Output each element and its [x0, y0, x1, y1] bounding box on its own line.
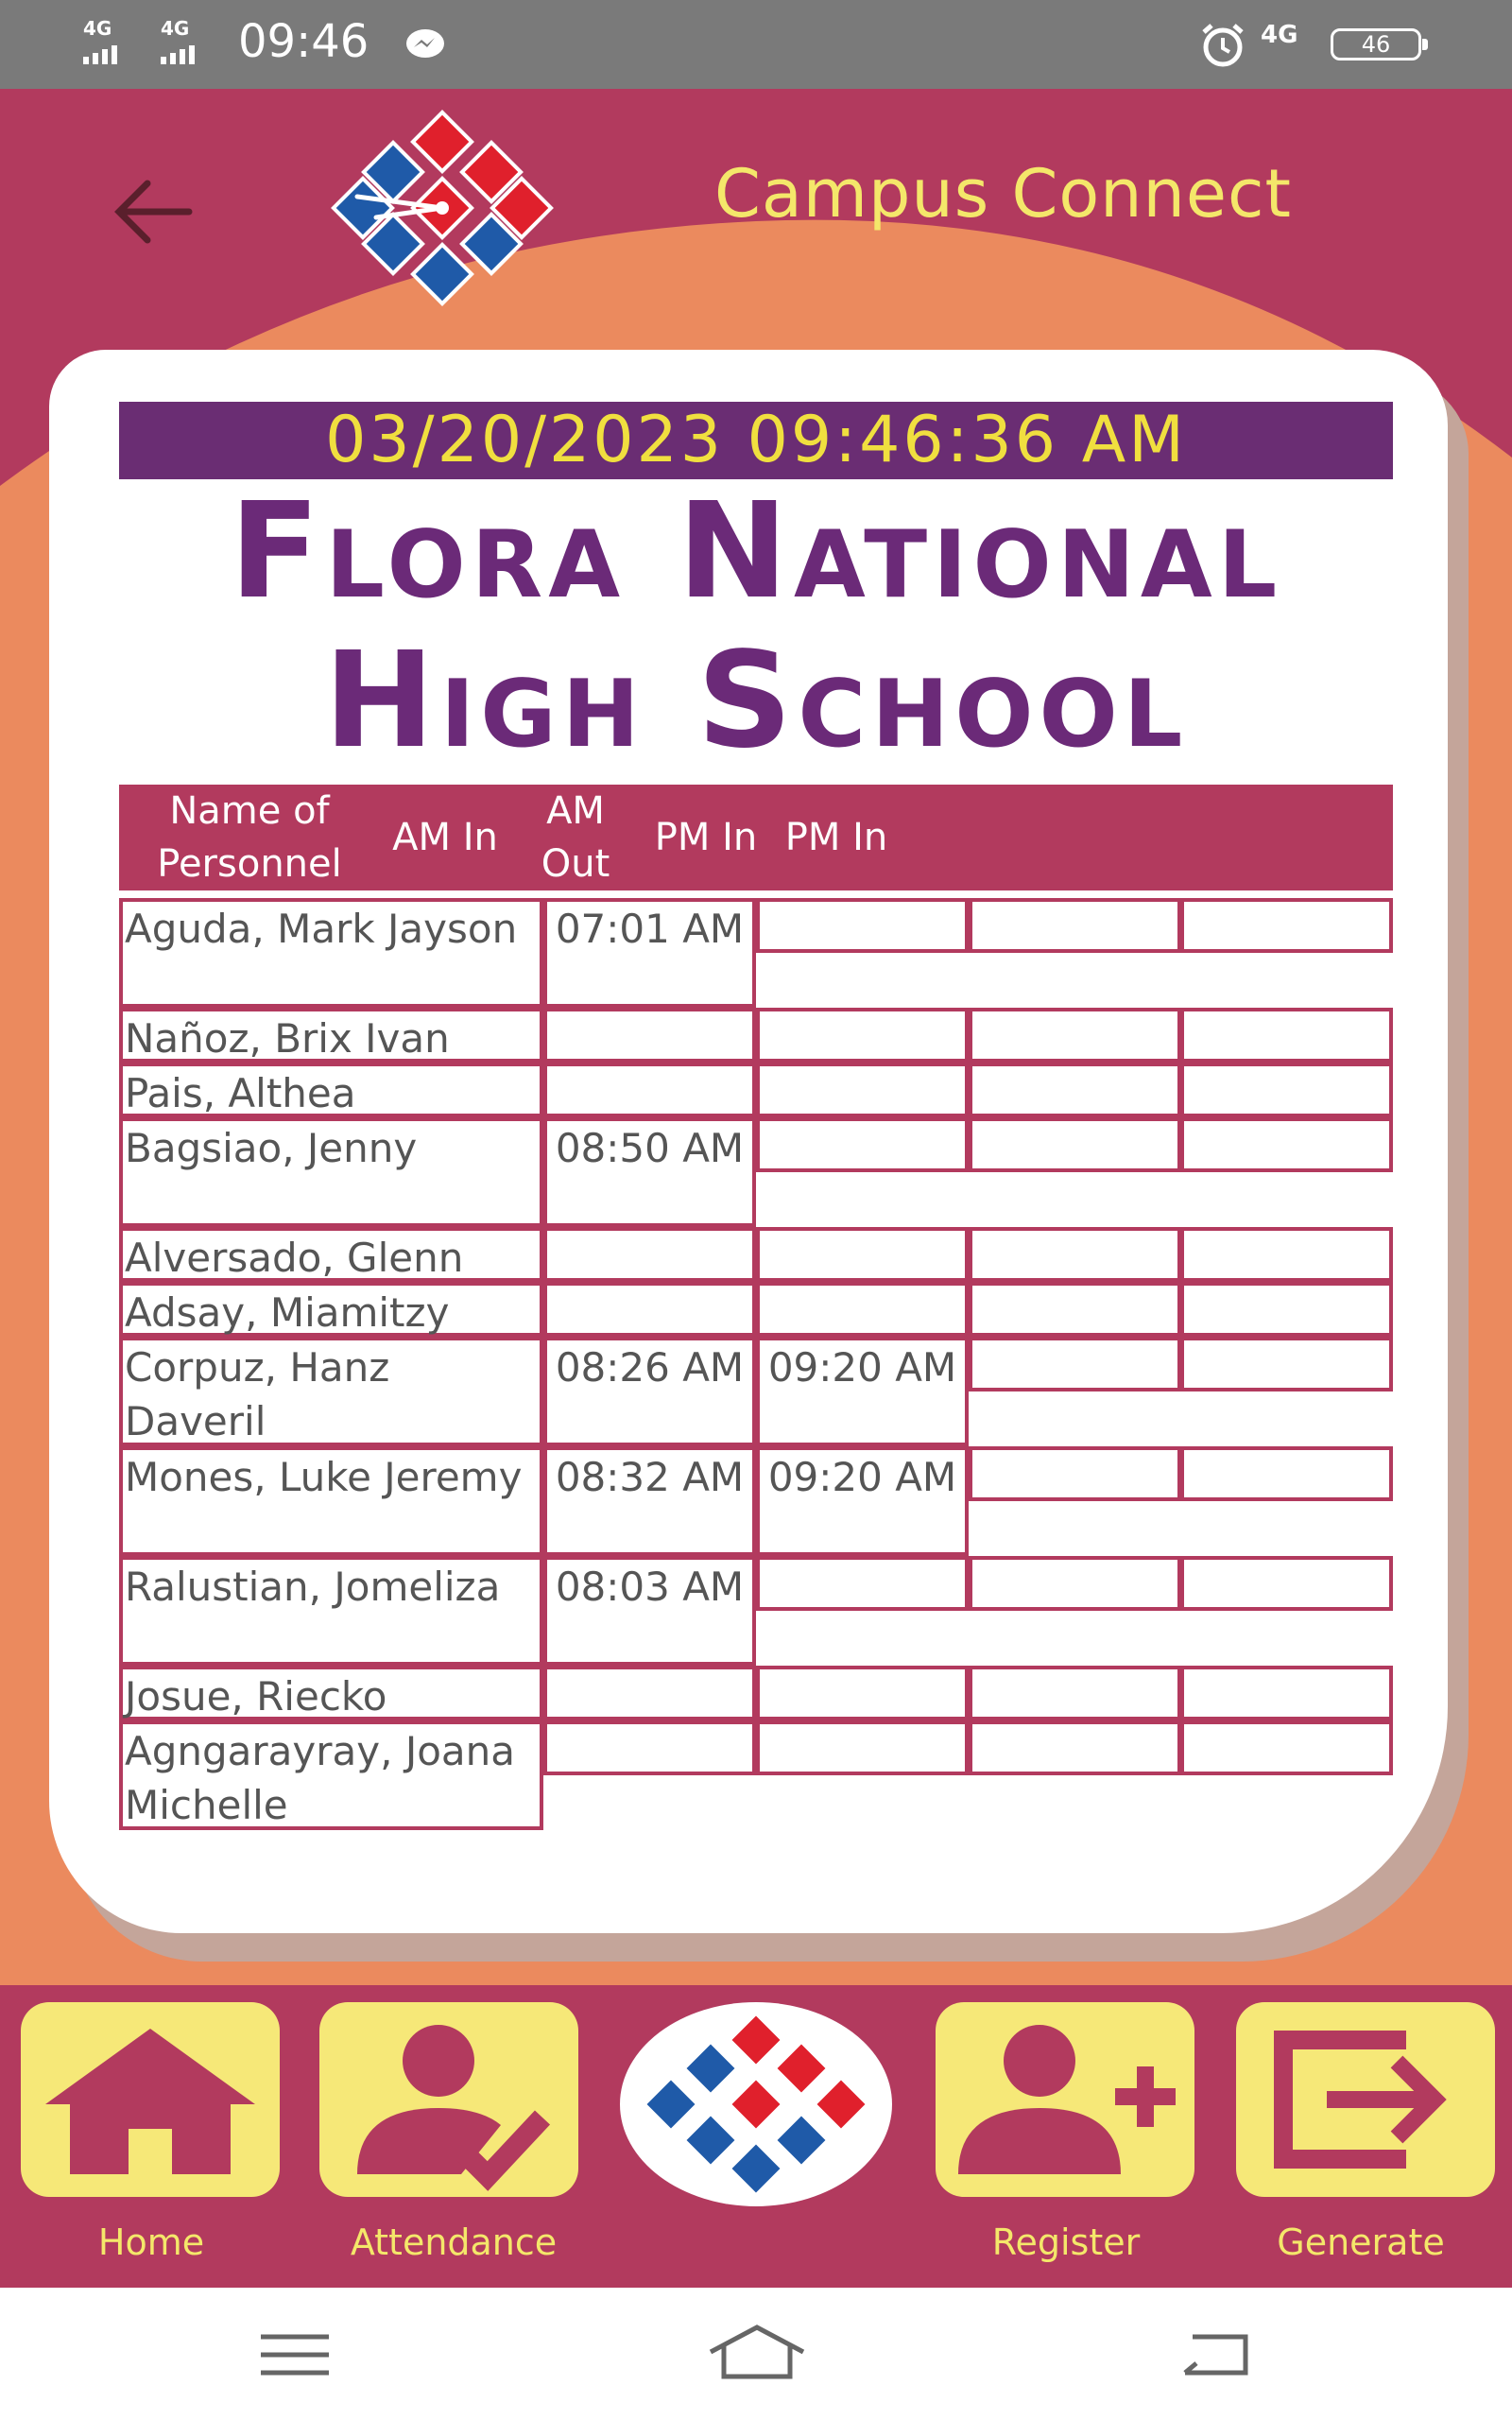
- pm-in-cell: [969, 1063, 1181, 1117]
- column-header-pm-in: PM In: [654, 816, 758, 859]
- am-out-cell: [756, 1227, 969, 1282]
- pm-out-cell: [1180, 1063, 1393, 1117]
- attendance-icon: [319, 2002, 578, 2197]
- pm-out-cell: [1180, 898, 1393, 953]
- pm-out-cell: [1180, 1227, 1393, 1282]
- signal-icon-1: 4G: [83, 17, 121, 64]
- pm-out-cell: [1180, 1282, 1393, 1337]
- attendance-label: Attendance: [350, 2221, 558, 2263]
- bottom-navigation: [0, 1985, 1512, 2288]
- pm-in-cell: [969, 898, 1181, 953]
- pm-in-cell: [969, 1117, 1181, 1172]
- name-cell: Corpuz, Hanz Daveril: [119, 1337, 543, 1446]
- app-title: Campus Connect: [714, 155, 1292, 233]
- am-out-cell: [756, 1063, 969, 1117]
- am-in-cell: [543, 1063, 756, 1117]
- system-navigation-bar: [0, 2288, 1512, 2420]
- status-time: 09:46: [238, 15, 369, 68]
- name-cell: Josue, Riecko: [119, 1666, 543, 1720]
- am-in-cell: [543, 1008, 756, 1063]
- alarm-icon: [1198, 21, 1247, 70]
- back-arrow-icon[interactable]: [104, 164, 198, 259]
- back-nav-icon[interactable]: [1177, 2329, 1253, 2380]
- register-label: Register: [991, 2221, 1141, 2263]
- name-cell: Ralustian, Jomeliza: [119, 1556, 543, 1666]
- am-out-cell: [756, 898, 969, 953]
- pm-in-cell: [969, 1008, 1181, 1063]
- am-out-cell: [756, 1008, 969, 1063]
- am-in-cell: [543, 1666, 756, 1720]
- am-in-cell: [543, 1282, 756, 1337]
- pm-in-cell: [969, 1720, 1181, 1775]
- am-out-cell: [756, 1720, 969, 1775]
- status-bar: [0, 0, 1512, 89]
- name-cell: Adsay, Miamitzy: [119, 1282, 543, 1337]
- am-in-cell: 07:01 AM: [543, 898, 756, 1008]
- pm-out-cell: [1180, 1117, 1393, 1172]
- am-out-cell: [756, 1282, 969, 1337]
- school-name-line1: Flora National: [229, 475, 1283, 629]
- pm-out-cell: [1180, 1337, 1393, 1392]
- home-label: Home: [97, 2221, 205, 2263]
- home-button[interactable]: [21, 2002, 280, 2197]
- signal-icon-2: 4G: [161, 17, 198, 64]
- battery-icon: 46: [1331, 28, 1421, 60]
- name-cell: Pais, Althea: [119, 1063, 543, 1117]
- home-nav-icon[interactable]: [705, 2322, 809, 2382]
- generate-label: Generate: [1277, 2221, 1445, 2263]
- name-cell: Aguda, Mark Jayson: [119, 898, 543, 1008]
- am-in-cell: [543, 1227, 756, 1282]
- attendance-button[interactable]: [319, 2002, 578, 2197]
- column-header-name: Name of Personnel: [157, 789, 342, 886]
- column-header-pm-out: PM In: [784, 816, 888, 859]
- datetime-display: 03/20/2023 09:46:36 AM: [119, 402, 1393, 479]
- am-out-cell: 09:20 AM: [756, 1446, 969, 1556]
- am-in-cell: 08:03 AM: [543, 1556, 756, 1666]
- pm-in-cell: [969, 1282, 1181, 1337]
- center-logo-button[interactable]: [620, 2002, 892, 2206]
- column-header-am-in: AM In: [392, 816, 498, 859]
- logo-icon: [620, 2002, 892, 2206]
- am-in-cell: 08:50 AM: [543, 1117, 756, 1227]
- name-cell: Agngarayray, Joana Michelle: [119, 1720, 543, 1830]
- pm-in-cell: [969, 1227, 1181, 1282]
- menu-icon[interactable]: [257, 2331, 333, 2378]
- am-out-cell: [756, 1556, 969, 1611]
- pm-out-cell: [1180, 1666, 1393, 1720]
- am-in-cell: 08:32 AM: [543, 1446, 756, 1556]
- pm-in-cell: [969, 1556, 1181, 1611]
- pm-out-cell: [1180, 1720, 1393, 1775]
- home-icon: [21, 2002, 280, 2197]
- add-user-icon: [936, 2002, 1194, 2197]
- am-out-cell: [756, 1666, 969, 1720]
- school-name-line2: High School: [323, 624, 1189, 778]
- name-cell: Nañoz, Brix Ivan: [119, 1008, 543, 1063]
- generate-button[interactable]: [1236, 2002, 1495, 2197]
- network-indicator: 4G: [1261, 21, 1298, 49]
- pm-in-cell: [969, 1337, 1181, 1392]
- column-header-am-out: AM Out: [541, 789, 610, 886]
- pm-in-cell: [969, 1666, 1181, 1720]
- name-cell: Bagsiao, Jenny: [119, 1117, 543, 1227]
- name-cell: Mones, Luke Jeremy: [119, 1446, 543, 1556]
- pm-out-cell: [1180, 1446, 1393, 1501]
- name-cell: Alversado, Glenn: [119, 1227, 543, 1282]
- messenger-icon: [404, 28, 446, 60]
- am-out-cell: 09:20 AM: [756, 1337, 969, 1446]
- am-out-cell: [756, 1117, 969, 1172]
- export-icon: [1236, 2002, 1495, 2197]
- am-in-cell: 08:26 AM: [543, 1337, 756, 1446]
- school-name: [0, 477, 1512, 776]
- table-header: [119, 785, 1393, 890]
- pm-out-cell: [1180, 1008, 1393, 1063]
- pm-in-cell: [969, 1446, 1181, 1501]
- register-button[interactable]: [936, 2002, 1194, 2197]
- pm-out-cell: [1180, 1556, 1393, 1611]
- campus-connect-logo: [301, 95, 584, 321]
- am-in-cell: [543, 1720, 756, 1775]
